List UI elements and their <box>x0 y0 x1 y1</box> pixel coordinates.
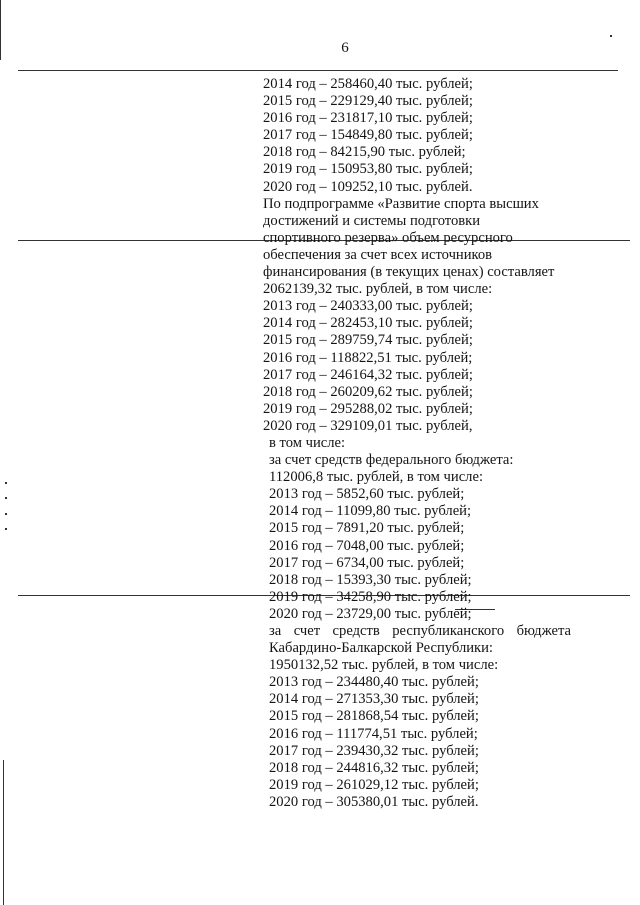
text-line: 1950132,52 тыс. рублей, в том числе: <box>269 657 499 674</box>
text-line: 2020 год – 305380,01 тыс. рублей. <box>269 793 479 810</box>
text-line: 2014 год – 258460,40 тыс. рублей; <box>263 76 473 92</box>
text-line: 2016 год – 231817,10 тыс. рублей; <box>263 110 473 127</box>
left-edge-line <box>3 760 4 905</box>
text-line: достижений и системы подготовки <box>263 212 481 229</box>
text-line: 2016 год – 118822,51 тыс. рублей; <box>263 349 473 366</box>
text-line: 2019 год – 261029,12 тыс. рублей; <box>269 776 479 793</box>
text-line: 2016 год – 7048,00 тыс. рублей; <box>269 537 465 554</box>
text-line: спортивного резерва» объем ресурсного <box>263 229 513 246</box>
text-line: за счет средств федерального бюджета: <box>269 452 514 469</box>
text-line: за счет средств республиканского бюджета <box>269 623 571 639</box>
page-number: 6 <box>341 40 349 56</box>
text-line: 2017 год – 6734,00 тыс. рублей; <box>269 554 465 571</box>
scan-mark <box>5 482 7 484</box>
text-line: 2020 год – 329109,01 тыс. рублей, <box>263 417 473 434</box>
text-line: 2018 год – 15393,30 тыс. рублей; <box>269 571 472 588</box>
text-line: По подпрограмме «Развитие спорта высших <box>263 195 539 212</box>
text-line: 2013 год – 5852,60 тыс. рублей; <box>269 486 465 503</box>
text-line: 2019 год – 34258,90 тыс. рублей; <box>269 588 472 605</box>
text-line: обеспечения за счет всех источников <box>263 246 493 263</box>
text-line: 2018 год – 260209,62 тыс. рублей; <box>263 383 473 400</box>
text-line: 2019 год – 295288,02 тыс. рублей; <box>263 400 473 417</box>
text-line: 2017 год – 239430,32 тыс. рублей; <box>269 742 479 759</box>
text-line: 2020 год – 109252,10 тыс. рублей. <box>263 178 473 195</box>
scan-mark <box>5 497 7 499</box>
text-line: 2015 год – 7891,20 тыс. рублей; <box>269 520 465 537</box>
left-edge-line <box>0 0 1 60</box>
scan-mark <box>610 35 612 37</box>
text-line: 2014 год – 11099,80 тыс. рублей; <box>269 503 472 520</box>
text-line: в том числе: <box>269 434 346 451</box>
text-line: 2020 год – 23729,00 тыс. рублей; <box>269 605 472 622</box>
text-line: 2016 год – 111774,51 тыс. рублей; <box>269 725 478 742</box>
scan-mark <box>5 513 7 515</box>
text-line: 2013 год – 240333,00 тыс. рублей; <box>263 298 473 315</box>
text-line: 2015 год – 229129,40 тыс. рублей; <box>263 93 473 110</box>
text-line: 2013 год – 234480,40 тыс. рублей; <box>269 674 479 691</box>
text-line: 2017 год – 246164,32 тыс. рублей; <box>263 366 473 383</box>
text-line: 2015 год – 289759,74 тыс. рублей; <box>263 332 473 349</box>
text-line: 2062139,32 тыс. рублей, в том числе: <box>263 281 493 298</box>
text-line: 2018 год – 84215,90 тыс. рублей; <box>263 144 466 161</box>
text-line: Кабардино-Балкарской Республики: <box>269 640 493 657</box>
text-line: 2019 год – 150953,80 тыс. рублей; <box>263 161 473 178</box>
scan-mark <box>5 528 7 530</box>
financing-text-block <box>263 76 633 811</box>
text-line: 2018 год – 244816,32 тыс. рублей; <box>269 759 479 776</box>
text-line: 2017 год – 154849,80 тыс. рублей; <box>263 127 473 144</box>
text-line: 2015 год – 281868,54 тыс. рублей; <box>269 708 479 725</box>
text-line: 2014 год – 271353,30 тыс. рублей; <box>269 691 479 708</box>
table-top-border <box>18 70 618 71</box>
text-line: 2014 год – 282453,10 тыс. рублей; <box>263 315 473 332</box>
text-line: финансирования (в текущих ценах) составляет <box>263 264 555 281</box>
text-line: 112006,8 тыс. рублей, в том числе: <box>269 469 483 486</box>
